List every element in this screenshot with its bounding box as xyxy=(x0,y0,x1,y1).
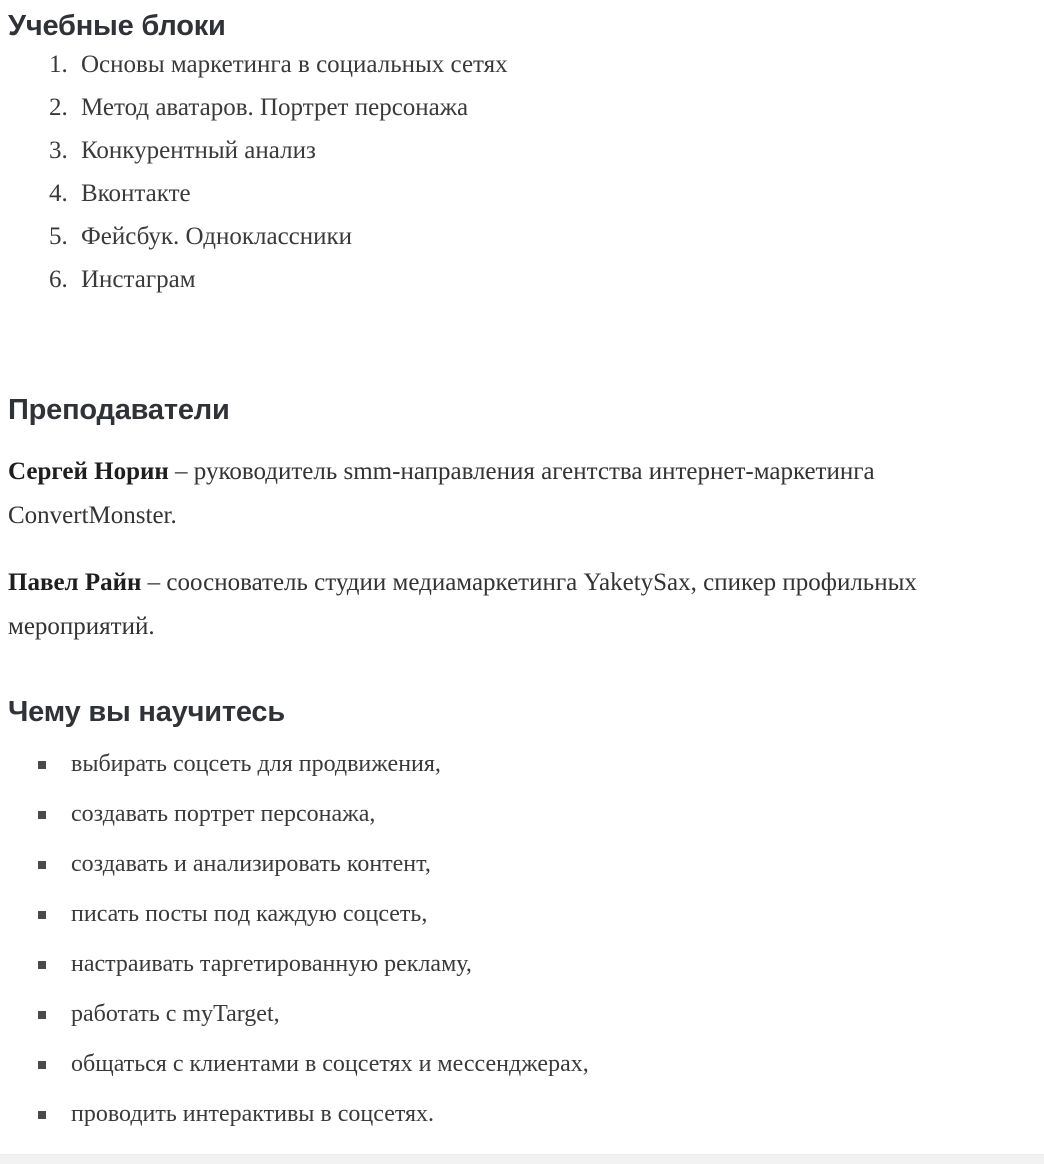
teacher-paragraph xyxy=(8,450,1032,538)
study-block-label: Конкурентный анализ xyxy=(81,137,316,164)
skill-label: создавать портрет персонажа, xyxy=(71,801,376,827)
skill-label: общаться с клиентами в соцсетях и мессенджерах, xyxy=(71,1051,589,1077)
list-item xyxy=(74,258,1036,301)
list-item xyxy=(74,129,1036,172)
list-item xyxy=(74,215,1036,258)
study-block-label: Фейсбук. Одноклассники xyxy=(81,223,353,250)
square-bullet-icon xyxy=(38,861,46,869)
skill-label: выбирать соцсеть для продвижения, xyxy=(71,751,441,777)
skills-heading: Чему вы научитесь xyxy=(8,696,285,728)
skill-label: проводить интерактивы в соцсетях. xyxy=(71,1101,435,1127)
skill-label: создавать и анализировать контент, xyxy=(71,851,431,877)
list-item xyxy=(8,999,1036,1029)
list-item xyxy=(8,899,1036,929)
square-bullet-icon xyxy=(38,1111,46,1119)
list-item xyxy=(8,749,1036,779)
study-block-label: Метод аватаров. Портрет персонажа xyxy=(81,94,469,121)
list-item xyxy=(74,43,1036,86)
square-bullet-icon xyxy=(38,811,46,819)
skill-label: работать с myTarget, xyxy=(71,1001,280,1027)
study-block-label: Инстаграм xyxy=(81,266,196,293)
square-bullet-icon xyxy=(38,761,46,769)
list-item xyxy=(8,849,1036,879)
list-item xyxy=(8,949,1036,979)
page-bottom-divider xyxy=(0,1154,1044,1164)
teacher-name: Павел Райн xyxy=(8,569,142,596)
list-item xyxy=(74,172,1036,215)
section-spacer xyxy=(8,649,1036,695)
square-bullet-icon xyxy=(38,1061,46,1069)
list-item xyxy=(8,1049,1036,1079)
teacher-description: – сооснователь студии медиамаркетинга YaketySax, спикер профильных мероприятий. xyxy=(8,569,917,640)
study-block-label: Основы маркетинга в социальных сетях xyxy=(81,51,508,78)
teacher-paragraph xyxy=(8,561,1032,649)
teachers-section xyxy=(8,393,1036,649)
skill-label: писать посты под каждую соцсеть, xyxy=(71,901,428,927)
teacher-name: Сергей Норин xyxy=(8,458,169,485)
skills-section xyxy=(8,695,1036,1129)
list-item xyxy=(8,799,1036,829)
square-bullet-icon xyxy=(38,961,46,969)
section-spacer xyxy=(8,301,1036,393)
square-bullet-icon xyxy=(38,1011,46,1019)
study-blocks-heading: Учебные блоки xyxy=(8,10,226,42)
skills-list xyxy=(8,749,1036,1129)
study-blocks-section xyxy=(8,0,1036,301)
square-bullet-icon xyxy=(38,911,46,919)
study-block-label: Вконтакте xyxy=(81,180,191,207)
study-blocks-list xyxy=(8,43,1036,301)
teachers-heading: Преподаватели xyxy=(8,394,230,426)
skill-label: настраивать таргетированную рекламу, xyxy=(71,951,472,977)
teacher-description: – руководитель smm-направления агентства интернет-маркетинга ConvertMonster. xyxy=(8,458,875,529)
list-item xyxy=(8,1099,1036,1129)
list-item xyxy=(74,86,1036,129)
